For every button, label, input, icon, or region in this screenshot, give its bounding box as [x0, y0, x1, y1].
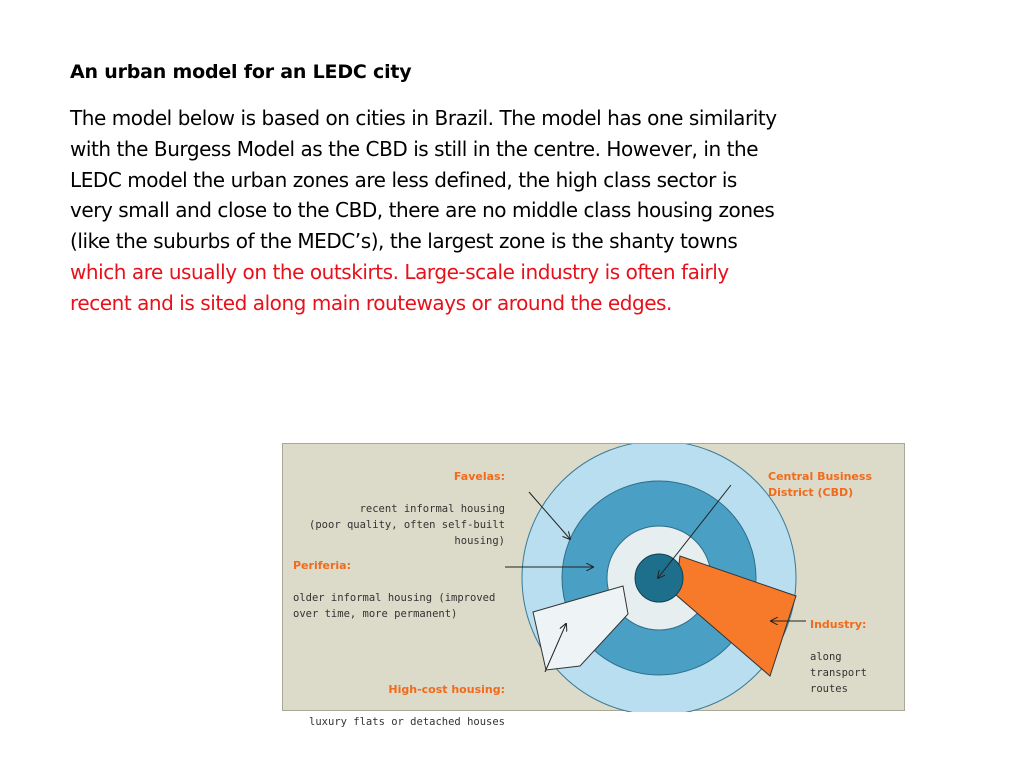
slide-title: An urban model for an LEDC city	[70, 61, 412, 83]
favelas-description: recent informal housing (poor quality, often self-built housing)	[309, 503, 505, 547]
cbd-title: Central Business District (CBD)	[768, 470, 872, 499]
periferia-title: Periferia:	[293, 559, 351, 572]
periferia-label	[293, 542, 533, 638]
favelas-title: Favelas:	[453, 470, 505, 483]
industry-description: along transport routes	[810, 651, 867, 695]
body-text-highlight: which are usually on the outskirts. Large-scale industry is often fairly recent and is sited along main routeways or around the edges.	[70, 259, 729, 315]
cbd-label	[768, 453, 900, 517]
slide-body	[70, 103, 970, 319]
body-text: The model below is based on cities in Brazil. The model has one similarity with the Burgess Model as the CBD is still in the centre. However, in the LEDC model the urban zones are less defined, the high class sector is very small and close to the CBD, there are no middle class housing zones (like the suburbs of the MEDC’s), the largest zone is the shanty towns	[70, 106, 777, 254]
industry-label	[810, 601, 900, 713]
high-cost-housing-label	[295, 666, 505, 746]
high-cost-description: luxury flats or detached houses	[309, 716, 505, 728]
industry-title: Industry:	[810, 618, 867, 631]
cbd-core	[635, 554, 683, 602]
high-cost-title: High-cost housing:	[388, 683, 505, 696]
urban-model-diagram	[282, 443, 905, 728]
periferia-description: older informal housing (improved over time, more permanent)	[293, 592, 496, 620]
